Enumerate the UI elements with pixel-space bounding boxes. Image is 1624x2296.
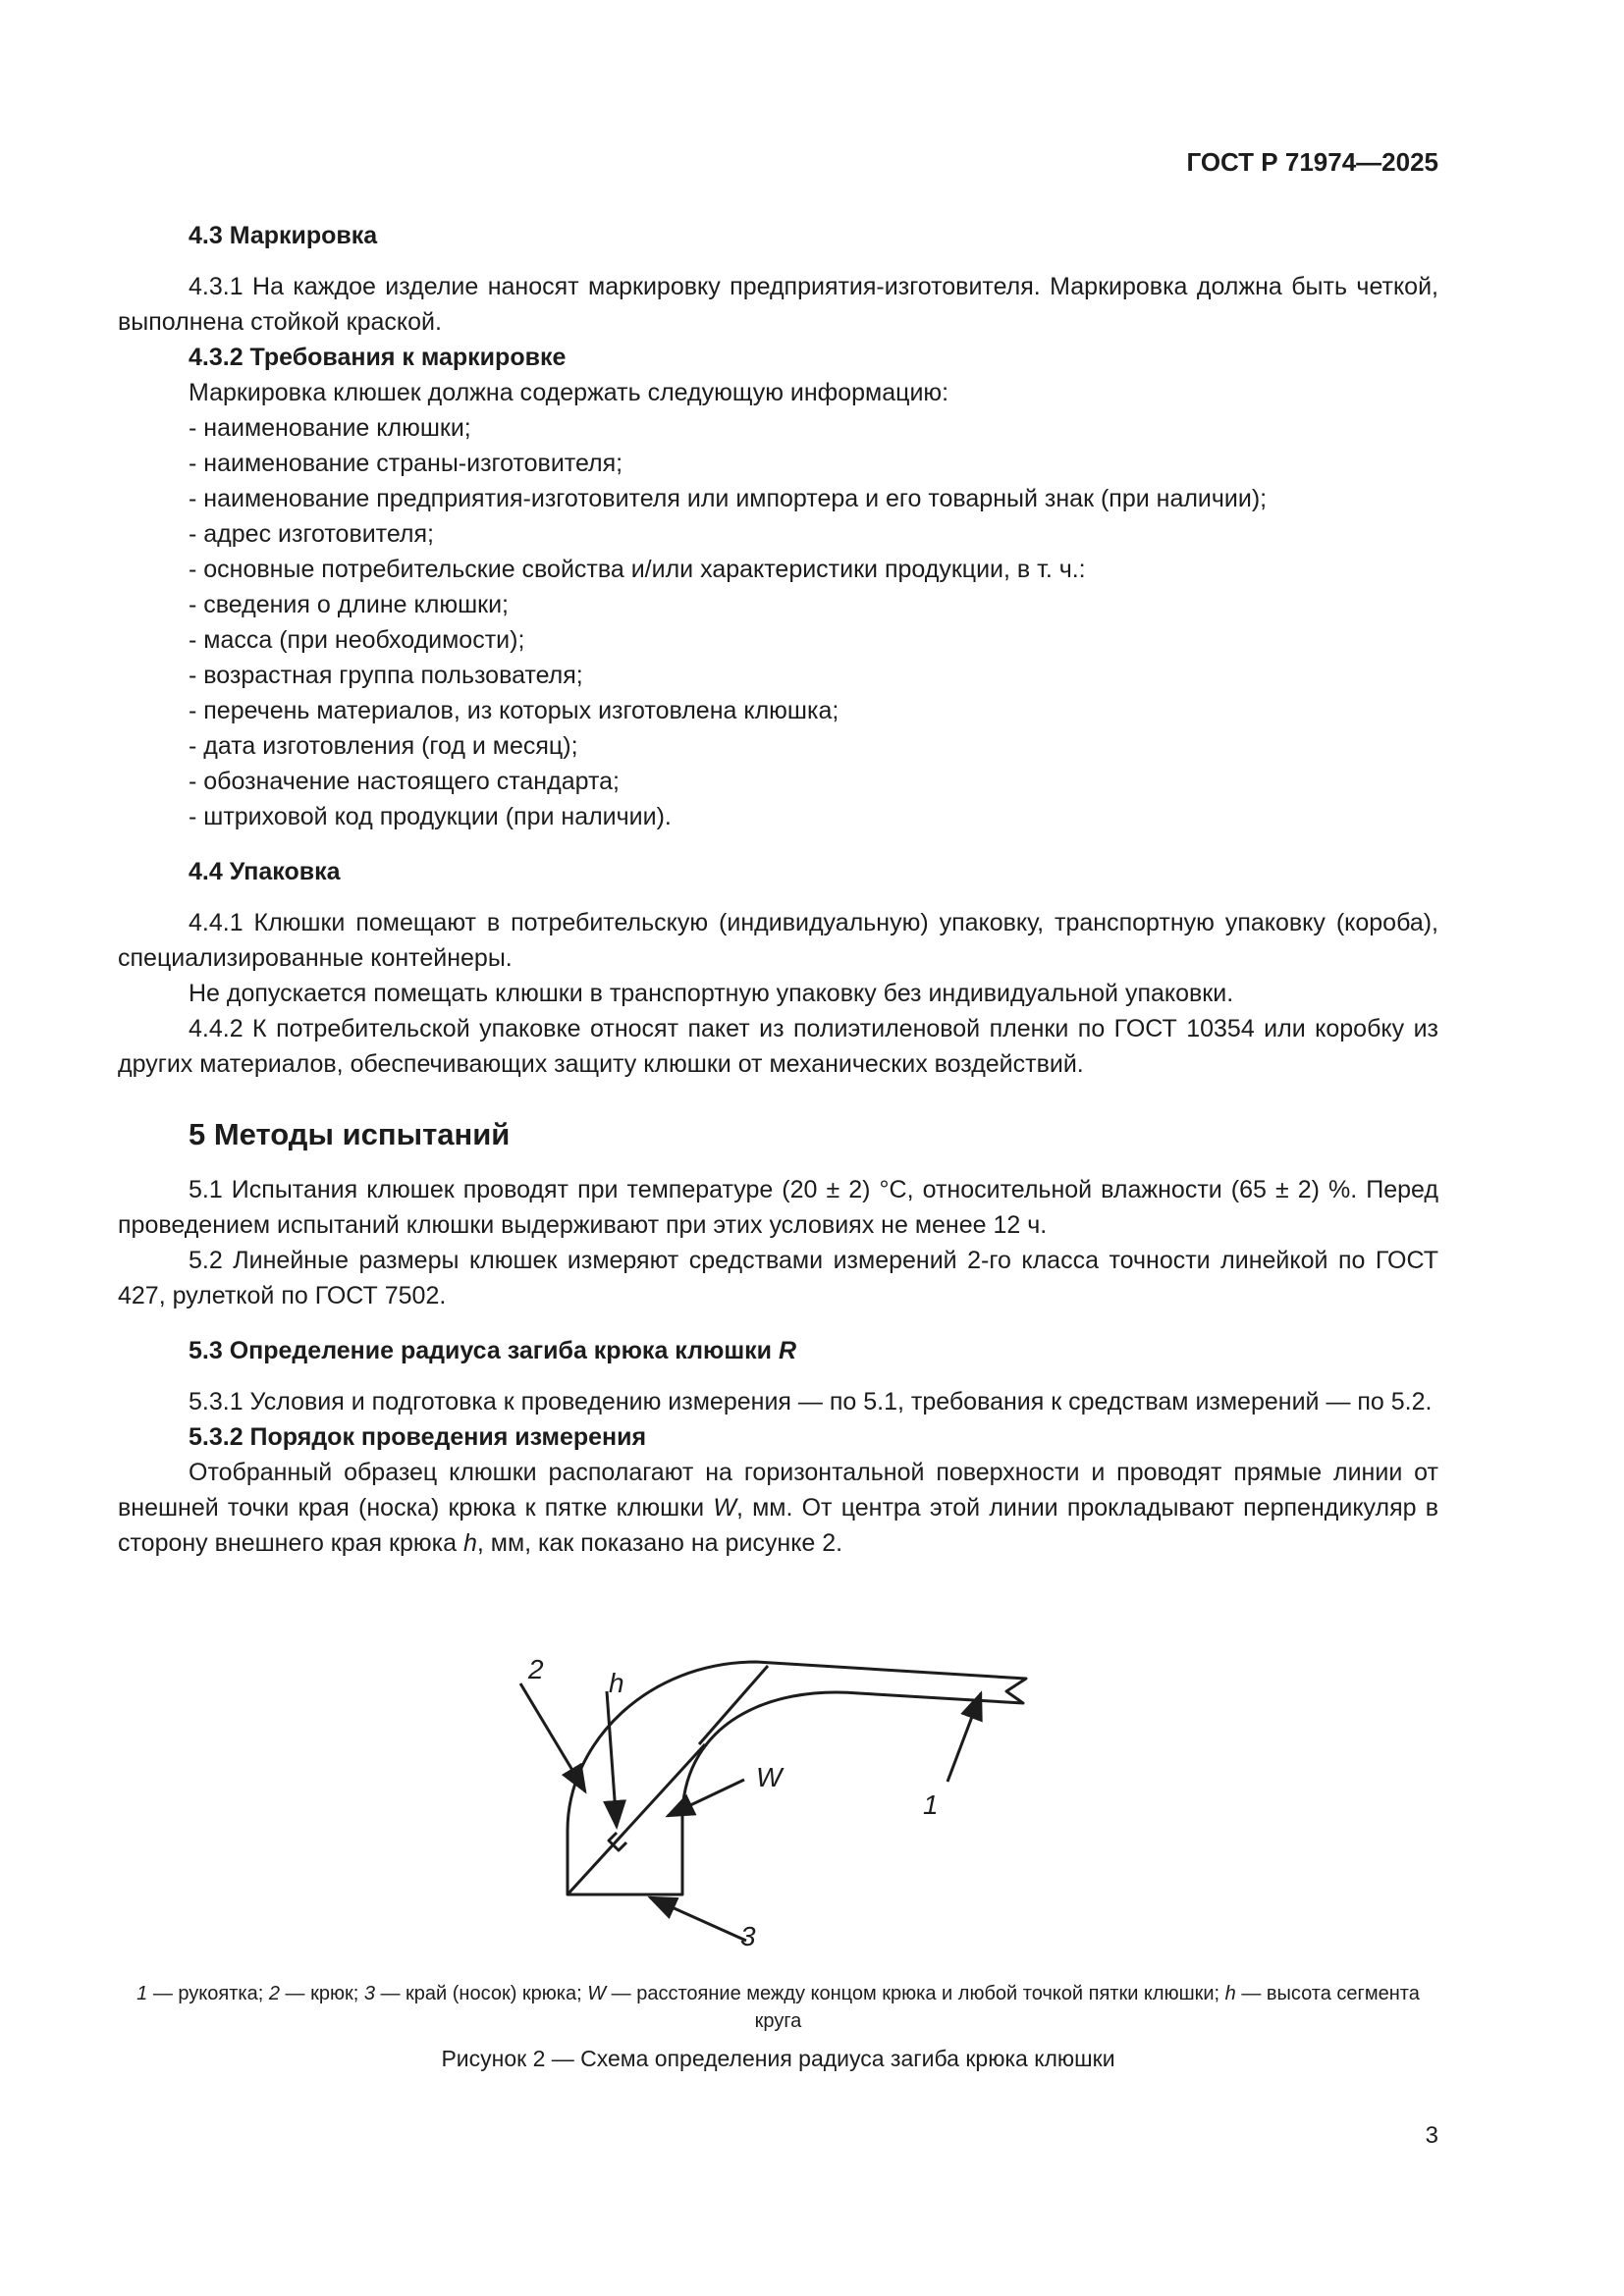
list-item: - возрастная группа пользователя; xyxy=(189,662,583,689)
label-2: 2 xyxy=(528,1654,544,1684)
marking-list xyxy=(118,410,1438,834)
label-h: h xyxy=(609,1668,624,1698)
figure-legend: 1 — рукоятка; 2 — крюк; 3 — край (носок) крюка; W — расстояние между концом крюка и любой точкой пятки клюшки; h — высота сегмента круга xyxy=(136,1983,1420,2032)
leader-3 xyxy=(650,1897,746,1941)
list-item: - сведения о длине клюшки; xyxy=(189,591,509,618)
leader-1 xyxy=(947,1693,981,1782)
radius-variable: R xyxy=(779,1337,797,1364)
paragraph-5-3-1: 5.3.1 Условия и подготовка к проведению измерения — по 5.1, требования к средствам измерений — по 5.2. xyxy=(189,1388,1433,1415)
section-4-3-2-heading: 4.3.2 Требования к маркировке xyxy=(189,344,567,371)
marking-intro: Маркировка клюшек должна содержать следующую информацию: xyxy=(189,379,949,406)
hook-diagram xyxy=(511,1654,1060,1968)
paragraph-4-4-1: 4.4.1 Клюшки помещают в потребительскую (индивидуальную) упаковку, транспортную упаковку (короба), специализированные контейнеры. xyxy=(118,909,1438,972)
h-arrow xyxy=(607,1691,617,1827)
document-body xyxy=(118,218,1438,1561)
h-variable: h xyxy=(462,1529,477,1557)
paragraph-5-3-2: Отобранный образец клюшки располагают на горизонтальной поверхности и проводят прямые линии от внешней точки края (носка) крюка к пятке клюшки W, мм. От центра этой линии прокладывают перпендикуляр в сторону внешнего края крюка h, мм, как показано на рисунке 2. xyxy=(118,1459,1438,1557)
paragraph-4-4-2: 4.4.2 К потребительской упаковке относят пакет из полиэтиленовой пленки по ГОСТ 10354 или коробку из других материалов, обеспечивающих защиту клюшки от механических воздействий. xyxy=(118,1015,1438,1078)
hook-outer-edge xyxy=(568,1662,1026,1895)
section-4-3-heading: 4.3 Маркировка xyxy=(189,222,378,249)
leader-2 xyxy=(520,1683,585,1791)
list-item: - масса (при необходимости); xyxy=(189,626,525,654)
hook-blade-line xyxy=(699,1666,768,1744)
list-item: - адрес изготовителя; xyxy=(189,520,434,548)
figure-caption: Рисунок 2 — Схема определения радиуса загиба крюка клюшки xyxy=(441,2046,1115,2071)
leader-w xyxy=(668,1780,744,1816)
list-item: - наименование клюшки; xyxy=(189,414,471,442)
label-1: 1 xyxy=(923,1789,939,1820)
document-code: ГОСТ Р 71974—2025 xyxy=(1186,147,1438,177)
list-item: - наименование предприятия-изготовителя или импортера и его товарный знак (при наличии); xyxy=(189,485,1268,512)
hook-drawing xyxy=(511,1654,1060,1968)
list-item: - дата изготовления (год и месяц); xyxy=(189,732,578,760)
paragraph-4-4-1-note: Не допускается помещать клюшки в транспортную упаковку без индивидуальной упаковки. xyxy=(189,980,1234,1007)
list-item: - наименование страны-изготовителя; xyxy=(189,450,623,477)
page-number: 3 xyxy=(1425,2122,1438,2149)
section-5-heading: 5 Методы испытаний xyxy=(189,1117,511,1151)
paragraph-5-2: 5.2 Линейные размеры клюшек измеряют средствами измерений 2-го класса точности линейкой по ГОСТ 427, рулеткой по ГОСТ 7502. xyxy=(118,1247,1438,1309)
label-3: 3 xyxy=(740,1921,756,1951)
list-item: - основные потребительские свойства и/или характеристики продукции, в т. ч.: xyxy=(189,556,1086,583)
label-w: W xyxy=(756,1762,783,1792)
chord-w-line xyxy=(568,1744,705,1895)
paragraph-5-1: 5.1 Испытания клюшек проводят при температуре (20 ± 2) °С, относительной влажности (65 ± 2) %. Перед проведением испытаний клюшки выдерживают при этих условиях не менее 12 ч. xyxy=(118,1176,1438,1239)
section-5-3-2-heading: 5.3.2 Порядок проведения измерения xyxy=(189,1423,647,1451)
list-item: - штриховой код продукции (при наличии). xyxy=(189,803,672,830)
section-4-4-heading: 4.4 Упаковка xyxy=(189,858,341,885)
paragraph-4-3-1: 4.3.1 На каждое изделие наносят маркировку предприятия-изготовителя. Маркировка должна быть четкой, выполнена стойкой краской. xyxy=(118,273,1438,336)
list-item: - перечень материалов, из которых изготовлена клюшка; xyxy=(189,697,839,724)
list-item: - обозначение настоящего стандарта; xyxy=(189,768,620,795)
section-5-3-heading: 5.3 Определение радиуса загиба крюка клюшки R xyxy=(189,1337,797,1364)
w-variable: W xyxy=(713,1494,736,1522)
